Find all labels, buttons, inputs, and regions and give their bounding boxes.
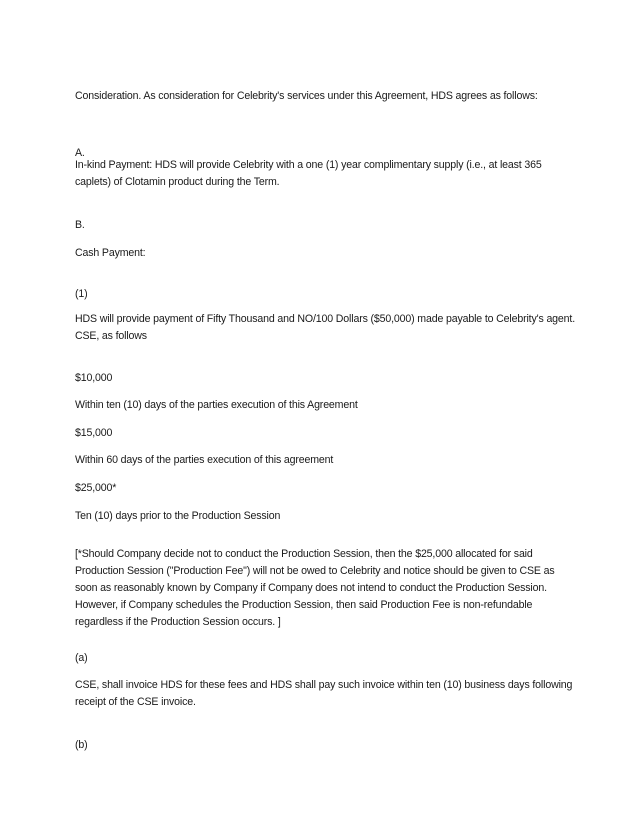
consideration-paragraph: Consideration. As consideration for Celebrity's services under this Agreement, HDS agrees as follows: [75, 90, 538, 102]
cash-payment-heading: Cash Payment: [75, 247, 146, 259]
payment-amount-3: $25,000* [75, 482, 117, 494]
payment-amount-2: $15,000 [75, 427, 113, 439]
payment-schedule-3: Ten (10) days prior to the Production Session [75, 510, 281, 522]
production-fee-note: [*Should Company decide not to conduct the Production Session, then the $25,000 allocated for said Production Session ("Production Fee") will not be owed to Celebrity and notice should be given to CSE as soon as reasonably known by Company if Company does not intend to conduct the Production Session. However, if Company schedules the Production Session, then said Production Fee is non-refundable regardless if the Production Session occurs. ] [75, 548, 555, 628]
invoice-paragraph: CSE, shall invoice HDS for these fees and HDS shall pay such invoice within ten (10) business days following receipt of the CSE invoice. [75, 679, 573, 708]
section-a-label: A. [75, 147, 85, 159]
payment-amount-1: $10,000 [75, 372, 113, 384]
section-b-label: B. [75, 219, 85, 231]
payment-schedule-2: Within 60 days of the parties execution of this agreement [75, 454, 334, 466]
in-kind-payment-paragraph: In-kind Payment: HDS will provide Celebrity with a one (1) year complimentary supply (i.e., at least 365 caplets) of Clotamin product during the Term. [75, 159, 542, 188]
payment-terms-paragraph: HDS will provide payment of Fifty Thousand and NO/100 Dollars ($50,000) made payable to Celebrity's agent. CSE, as follows [75, 313, 575, 342]
item-b-label: (b) [75, 739, 88, 751]
item-1-label: (1) [75, 288, 88, 300]
payment-schedule-1: Within ten (10) days of the parties execution of this Agreement [75, 399, 358, 411]
item-a-label: (a) [75, 652, 88, 664]
